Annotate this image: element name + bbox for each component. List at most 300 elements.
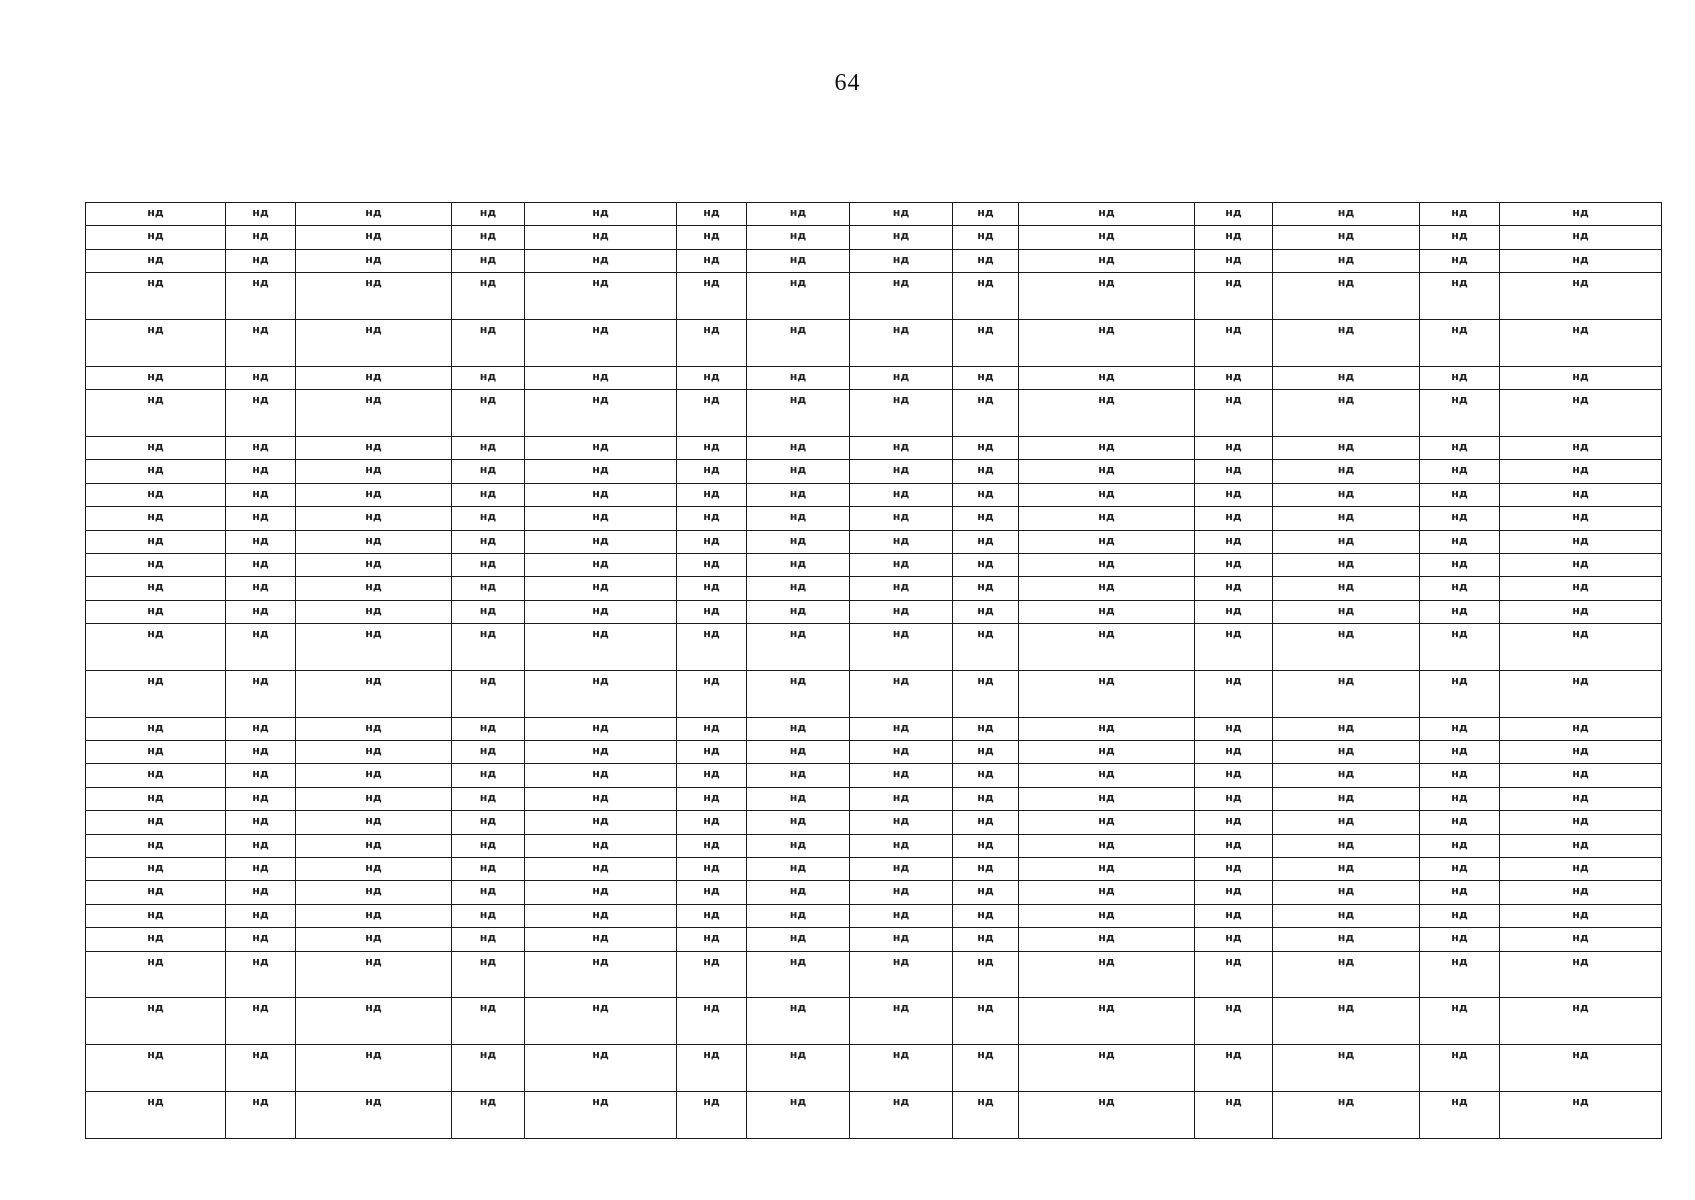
table-cell: нд (677, 741, 747, 764)
table-cell: нд (1019, 904, 1195, 927)
table-cell: нд (226, 226, 296, 249)
table-row (86, 553, 1662, 576)
table-cell: нд (850, 624, 953, 671)
table-cell: нд (1273, 928, 1420, 951)
table-row (86, 741, 1662, 764)
table-row (86, 624, 1662, 671)
table-cell: нд (747, 670, 850, 717)
table-cell: нд (226, 273, 296, 320)
table-cell: нд (747, 811, 850, 834)
table-cell: нд (226, 436, 296, 459)
table-cell: нд (1195, 460, 1273, 483)
table-cell: нд (452, 1091, 525, 1138)
table-cell: нд (953, 460, 1019, 483)
table-cell: нд (1195, 787, 1273, 810)
table-cell: нд (1019, 998, 1195, 1045)
table-cell: нд (1420, 787, 1500, 810)
table-cell: нд (296, 319, 452, 366)
table-cell: нд (452, 811, 525, 834)
table-cell: нд (1420, 881, 1500, 904)
table-cell: нд (226, 858, 296, 881)
table-cell: нд (747, 530, 850, 553)
table-cell: нд (296, 811, 452, 834)
table-cell: нд (953, 717, 1019, 740)
table-cell: нд (747, 203, 850, 226)
table-row (86, 507, 1662, 530)
table-cell: нд (226, 928, 296, 951)
table-cell: нд (677, 577, 747, 600)
table-cell: нд (226, 1091, 296, 1138)
table-row (86, 998, 1662, 1045)
table-cell: нд (1195, 904, 1273, 927)
table-cell: нд (1195, 764, 1273, 787)
table-cell: нд (86, 670, 226, 717)
table-row (86, 530, 1662, 553)
table-cell: нд (525, 600, 677, 623)
table-cell: нд (1195, 624, 1273, 671)
table-cell: нд (452, 928, 525, 951)
table-cell: нд (1273, 998, 1420, 1045)
table-cell: нд (1420, 319, 1500, 366)
table-cell: нд (226, 787, 296, 810)
table-cell: нд (296, 670, 452, 717)
table-cell: нд (850, 928, 953, 951)
table-cell: нд (296, 249, 452, 272)
table-cell: нд (86, 624, 226, 671)
table-cell: нд (1500, 553, 1662, 576)
table-cell: нд (525, 530, 677, 553)
table-row (86, 858, 1662, 881)
table-cell: нд (747, 998, 850, 1045)
table-cell: нд (525, 436, 677, 459)
table-cell: нд (1019, 507, 1195, 530)
table-row (86, 319, 1662, 366)
table-row (86, 226, 1662, 249)
table-cell: нд (1019, 203, 1195, 226)
table-cell: нд (677, 249, 747, 272)
table-cell: нд (1500, 530, 1662, 553)
table-cell: нд (1273, 507, 1420, 530)
table-cell: нд (1019, 741, 1195, 764)
table-cell: нд (525, 203, 677, 226)
page-number: 64 (834, 70, 861, 96)
table-cell: нд (1500, 811, 1662, 834)
table-cell: нд (747, 787, 850, 810)
table-cell: нд (525, 951, 677, 998)
table-cell: нд (452, 483, 525, 506)
table-cell: нд (1273, 553, 1420, 576)
table-cell: нд (1420, 436, 1500, 459)
table-cell: нд (1195, 436, 1273, 459)
table-cell: нд (86, 366, 226, 389)
table-cell: нд (953, 764, 1019, 787)
table-cell: нд (1500, 670, 1662, 717)
table-cell: нд (452, 881, 525, 904)
table-cell: нд (953, 787, 1019, 810)
table-cell: нд (850, 460, 953, 483)
table-cell: нд (1273, 249, 1420, 272)
table-cell: нд (1195, 858, 1273, 881)
table-cell: нд (1500, 834, 1662, 857)
table-cell: нд (296, 787, 452, 810)
table-cell: нд (1420, 811, 1500, 834)
table-cell: нд (452, 858, 525, 881)
table-cell: нд (452, 319, 525, 366)
table-cell: нд (1019, 764, 1195, 787)
table-cell: нд (1195, 741, 1273, 764)
table-cell: нд (850, 203, 953, 226)
table-cell: нд (850, 811, 953, 834)
table-cell: нд (296, 553, 452, 576)
table-cell: нд (850, 366, 953, 389)
table-cell: нд (1500, 483, 1662, 506)
table-cell: нд (452, 717, 525, 740)
table-cell: нд (1420, 460, 1500, 483)
table-cell: нд (86, 904, 226, 927)
table-row (86, 203, 1662, 226)
table-cell: нд (86, 319, 226, 366)
table-cell: нд (850, 881, 953, 904)
table-cell: нд (1500, 1091, 1662, 1138)
table-cell: нд (296, 366, 452, 389)
table-cell: нд (1019, 273, 1195, 320)
table-cell: нд (452, 436, 525, 459)
table-cell: нд (677, 553, 747, 576)
table-cell: нд (525, 1045, 677, 1092)
table-cell: нд (1195, 881, 1273, 904)
table-cell: нд (1019, 600, 1195, 623)
table-cell: нд (850, 951, 953, 998)
table-cell: нд (1273, 319, 1420, 366)
table-cell: нд (677, 881, 747, 904)
table-cell: нд (1019, 811, 1195, 834)
table-cell: нд (296, 904, 452, 927)
table-cell: нд (296, 273, 452, 320)
table-cell: нд (1273, 1045, 1420, 1092)
table-cell: нд (850, 834, 953, 857)
table-cell: нд (525, 460, 677, 483)
table-cell: нд (86, 203, 226, 226)
table-cell: нд (1019, 1045, 1195, 1092)
table-row (86, 717, 1662, 740)
table-cell: нд (525, 624, 677, 671)
table-cell: нд (452, 553, 525, 576)
table-cell: нд (677, 507, 747, 530)
table-cell: нд (850, 600, 953, 623)
table-cell: нд (86, 460, 226, 483)
table-cell: нд (850, 741, 953, 764)
table-cell: нд (1195, 249, 1273, 272)
table-cell: нд (1273, 203, 1420, 226)
table-cell: нд (1019, 249, 1195, 272)
table-cell: нд (226, 741, 296, 764)
table-cell: нд (1500, 436, 1662, 459)
table-row (86, 881, 1662, 904)
table-cell: нд (850, 319, 953, 366)
table-cell: нд (1273, 904, 1420, 927)
table-cell: нд (226, 951, 296, 998)
table-cell: нд (677, 366, 747, 389)
table-cell: нд (1500, 249, 1662, 272)
table-cell: нд (1500, 858, 1662, 881)
table-cell: нд (525, 764, 677, 787)
table-cell: нд (677, 951, 747, 998)
table-cell: нд (953, 273, 1019, 320)
table-cell: нд (1420, 858, 1500, 881)
table-cell: нд (1019, 834, 1195, 857)
table-cell: нд (1019, 553, 1195, 576)
table-cell: нд (452, 624, 525, 671)
table-cell: нд (86, 998, 226, 1045)
table-cell: нд (525, 858, 677, 881)
table-cell: нд (747, 553, 850, 576)
table-cell: нд (1273, 483, 1420, 506)
table-cell: нд (525, 717, 677, 740)
table-cell: нд (226, 366, 296, 389)
table-cell: нд (747, 600, 850, 623)
table-row (86, 904, 1662, 927)
table-cell: нд (1500, 226, 1662, 249)
table-cell: нд (1420, 226, 1500, 249)
table-cell: нд (1420, 834, 1500, 857)
table-cell: нд (1273, 834, 1420, 857)
table-cell: нд (296, 764, 452, 787)
table-cell: нд (525, 670, 677, 717)
table-cell: нд (1420, 530, 1500, 553)
table-cell: нд (1273, 600, 1420, 623)
table-cell: нд (1500, 203, 1662, 226)
table-cell: нд (850, 553, 953, 576)
table-cell: нд (1019, 624, 1195, 671)
table-cell: нд (525, 881, 677, 904)
table-cell: нд (1420, 998, 1500, 1045)
table-cell: нд (677, 811, 747, 834)
table-cell: нд (86, 577, 226, 600)
table-cell: нд (86, 483, 226, 506)
table-cell: нд (86, 600, 226, 623)
table-cell: нд (226, 1045, 296, 1092)
table-cell: нд (1019, 226, 1195, 249)
table-cell: нд (296, 460, 452, 483)
table-cell: нд (525, 390, 677, 437)
table-cell: нд (953, 390, 1019, 437)
table-cell: нд (747, 249, 850, 272)
table-cell: нд (850, 858, 953, 881)
table-cell: нд (86, 390, 226, 437)
table-cell: нд (953, 507, 1019, 530)
table-cell: нд (1195, 600, 1273, 623)
table-row (86, 273, 1662, 320)
table-cell: нд (850, 1091, 953, 1138)
table-cell: нд (677, 998, 747, 1045)
table-cell: нд (226, 249, 296, 272)
table-cell: нд (86, 226, 226, 249)
table-cell: нд (677, 530, 747, 553)
table-cell: нд (86, 273, 226, 320)
table-cell: нд (1500, 577, 1662, 600)
table-cell: нд (953, 741, 1019, 764)
table-cell: нд (86, 951, 226, 998)
table-cell: нд (226, 670, 296, 717)
table-row (86, 249, 1662, 272)
table-cell: нд (1500, 1045, 1662, 1092)
table-cell: нд (1019, 366, 1195, 389)
table-cell: нд (850, 249, 953, 272)
table-cell: нд (747, 904, 850, 927)
table-cell: нд (1019, 577, 1195, 600)
table-cell: нд (747, 858, 850, 881)
table-cell: нд (1019, 436, 1195, 459)
table-cell: нд (677, 624, 747, 671)
table-cell: нд (1019, 390, 1195, 437)
table-cell: нд (953, 553, 1019, 576)
table-row (86, 670, 1662, 717)
table-cell: нд (296, 717, 452, 740)
table-cell: нд (850, 998, 953, 1045)
table-cell: нд (452, 670, 525, 717)
table-cell: нд (1500, 600, 1662, 623)
table-cell: нд (747, 436, 850, 459)
table-cell: нд (953, 436, 1019, 459)
table-cell: нд (1019, 670, 1195, 717)
table-cell: нд (1019, 881, 1195, 904)
table-cell: нд (296, 436, 452, 459)
table-cell: нд (1019, 319, 1195, 366)
table-cell: нд (296, 928, 452, 951)
table-cell: нд (226, 553, 296, 576)
table-cell: нд (1420, 577, 1500, 600)
table-cell: нд (747, 460, 850, 483)
table-cell: нд (525, 553, 677, 576)
table-cell: нд (1273, 460, 1420, 483)
table-cell: нд (677, 717, 747, 740)
table-cell: нд (86, 764, 226, 787)
table-cell: нд (953, 249, 1019, 272)
table-cell: нд (1420, 483, 1500, 506)
table-cell: нд (850, 436, 953, 459)
table-cell: нд (677, 273, 747, 320)
table-cell: нд (525, 226, 677, 249)
table-row (86, 460, 1662, 483)
table-cell: нд (953, 366, 1019, 389)
table-cell: нд (525, 577, 677, 600)
table-cell: нд (1420, 507, 1500, 530)
table-cell: нд (677, 460, 747, 483)
table-cell: нд (296, 858, 452, 881)
table-cell: нд (1420, 390, 1500, 437)
table-cell: нд (953, 600, 1019, 623)
table-cell: нд (850, 670, 953, 717)
table-cell: нд (226, 203, 296, 226)
table-cell: нд (1195, 577, 1273, 600)
table-cell: нд (296, 600, 452, 623)
table-cell: нд (525, 904, 677, 927)
table-cell: нд (1019, 483, 1195, 506)
table-cell: нд (1195, 530, 1273, 553)
table-cell: нд (850, 390, 953, 437)
table-cell: нд (747, 764, 850, 787)
table-cell: нд (850, 273, 953, 320)
table-cell: нд (1273, 858, 1420, 881)
table-cell: нд (1195, 507, 1273, 530)
table-cell: нд (1420, 273, 1500, 320)
table-cell: нд (1195, 203, 1273, 226)
table-cell: нд (296, 741, 452, 764)
table-cell: нд (296, 577, 452, 600)
table-cell: нд (452, 1045, 525, 1092)
table-cell: нд (226, 507, 296, 530)
table-cell: нд (226, 811, 296, 834)
table-cell: нд (1500, 741, 1662, 764)
table-cell: нд (525, 811, 677, 834)
table-cell: нд (1273, 226, 1420, 249)
table-cell: нд (850, 764, 953, 787)
table-cell: нд (525, 998, 677, 1045)
table-cell: нд (452, 366, 525, 389)
table-cell: нд (452, 203, 525, 226)
table-row (86, 577, 1662, 600)
table-cell: нд (452, 273, 525, 320)
table-cell: нд (677, 928, 747, 951)
table-cell: нд (1420, 600, 1500, 623)
table-cell: нд (1420, 928, 1500, 951)
table-cell: нд (86, 507, 226, 530)
table-cell: нд (296, 530, 452, 553)
table-cell: нд (226, 483, 296, 506)
table-cell: нд (850, 717, 953, 740)
table-cell: нд (1500, 881, 1662, 904)
table-cell: нд (850, 226, 953, 249)
table-cell: нд (296, 1091, 452, 1138)
table-cell: нд (452, 998, 525, 1045)
table-cell: нд (1195, 717, 1273, 740)
table-cell: нд (1273, 717, 1420, 740)
table-cell: нд (1500, 390, 1662, 437)
table-cell: нд (226, 764, 296, 787)
table-cell: нд (452, 787, 525, 810)
table-cell: нд (1195, 670, 1273, 717)
table-cell: нд (1195, 998, 1273, 1045)
table-cell: нд (525, 249, 677, 272)
table-cell: нд (677, 203, 747, 226)
table-row (86, 928, 1662, 951)
table-cell: нд (226, 460, 296, 483)
table-cell: нд (1019, 787, 1195, 810)
table-cell: нд (1500, 928, 1662, 951)
table-cell: нд (1500, 507, 1662, 530)
table-cell: нд (953, 951, 1019, 998)
table-cell: нд (850, 577, 953, 600)
table-cell: нд (86, 858, 226, 881)
table-cell: нд (1195, 273, 1273, 320)
table-cell: нд (1195, 366, 1273, 389)
table-cell: нд (1195, 1091, 1273, 1138)
table-cell: нд (747, 366, 850, 389)
table-cell: нд (677, 904, 747, 927)
table-cell: нд (677, 319, 747, 366)
table-cell: нд (296, 998, 452, 1045)
table-cell: нд (747, 577, 850, 600)
table-cell: нд (452, 460, 525, 483)
table-cell: нд (747, 951, 850, 998)
table-cell: нд (1420, 203, 1500, 226)
table-cell: нд (1500, 366, 1662, 389)
table-cell: нд (1420, 764, 1500, 787)
table-cell: нд (677, 226, 747, 249)
table-row (86, 764, 1662, 787)
table-cell: нд (296, 951, 452, 998)
table-cell: нд (1420, 717, 1500, 740)
